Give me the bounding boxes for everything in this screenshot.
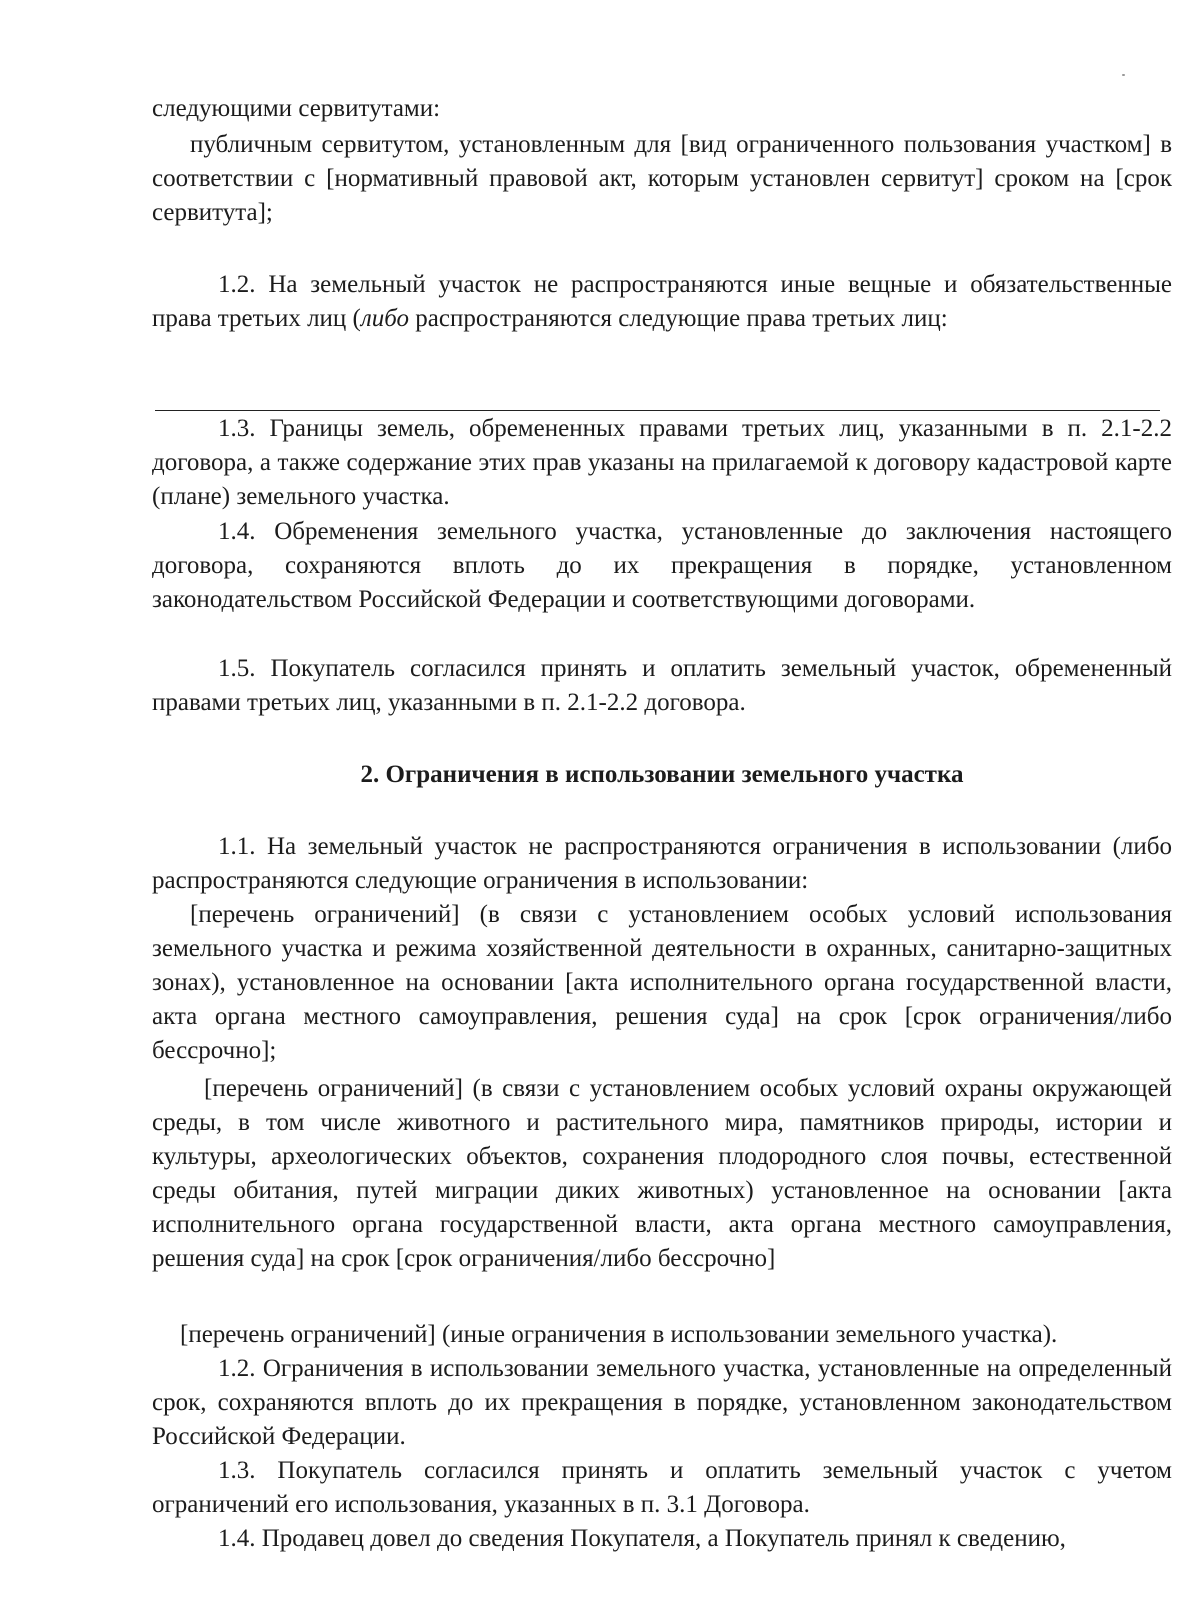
- paragraph-1-2: [152, 268, 1172, 336]
- paragraph-public-servitude: публичным сервитутом, установленным для [вид ограниченного пользования участком] в соответствии с [нормативный правовой акт, которым установлен сервитут] сроком на [срок сервитута];: [152, 131, 1172, 226]
- section-2-restriction-list-3: [перечень ограничений] (иные ограничения в использовании земельного участка).: [180, 1321, 1058, 1348]
- paragraph-1-2-prefix: 1.2. На земельный участок не распространяются иные вещные и обязательственные права третьих лиц (: [152, 271, 1172, 332]
- section-2-paragraph-1-3: 1.3. Покупатель согласился принять и оплатить земельный участок с учетом ограничений его использования, указанных в п. 3.1 Договора.: [152, 1457, 1172, 1518]
- section-2-paragraph-1-2: 1.2. Ограничения в использовании земельного участка, установленные на определенный срок, сохраняются вплоть до их прекращения в порядке, установленном законодательством Российской Федерации.: [152, 1355, 1172, 1450]
- section-2-paragraph-1-4: 1.4. Продавец довел до сведения Покупателя, а Покупатель принял к сведению,: [218, 1525, 1066, 1552]
- paragraph-1-2-italic: либо: [360, 305, 410, 332]
- paragraph-1-3: 1.3. Границы земель, обремененных правами третьих лиц, указанными в п. 2.1-2.2 договора, а также содержание этих прав указаны на прилагаемой к договору кадастровой карте (плане) земельного участка.: [152, 415, 1172, 510]
- blank-fill-line: [155, 410, 1160, 411]
- section-2-paragraph-1-1: 1.1. На земельный участок не распространяются ограничения в использовании (либо распространяются следующие ограничения в использовании:: [152, 833, 1172, 894]
- scan-speck: [1122, 74, 1125, 76]
- paragraph-1-2-suffix: распространяются следующие права третьих лиц:: [409, 305, 948, 332]
- paragraph-1-4: 1.4. Обременения земельного участка, установленные до заключения настоящего договора, сохраняются вплоть до их прекращения в порядке, установленном законодательством Российской Федерации и соответствующими договорами.: [152, 518, 1172, 613]
- section-2-heading: 2. Ограничения в использовании земельного участка: [360, 761, 964, 788]
- paragraph-servitudes-intro: следующими сервитутами:: [152, 95, 441, 122]
- paragraph-1-5: 1.5. Покупатель согласился принять и оплатить земельный участок, обремененный правами третьих лиц, указанными в п. 2.1-2.2 договора.: [152, 655, 1172, 716]
- section-2-restriction-list-1: [перечень ограничений] (в связи с установлением особых условий использования земельного участка и режима хозяйственной деятельности в охранных, санитарно-защитных зонах), установленное на основании [акта исполнительного органа государственной власти, акта органа местного самоуправления, решения суда] на срок [срок ограничения/либо бессрочно];: [152, 901, 1172, 1064]
- section-2-restriction-list-2: [перечень ограничений] (в связи с установлением особых условий охраны окружающей среды, в том числе животного и растительного мира, памятников природы, истории и культуры, археологических объектов, сохранения плодородного слоя почвы, естественной среды обитания, путей миграции диких животных) установленное на основании [акта исполнительного органа государственной власти, акта органа местного самоуправления, решения суда] на срок [срок ограничения/либо бессрочно]: [152, 1075, 1172, 1272]
